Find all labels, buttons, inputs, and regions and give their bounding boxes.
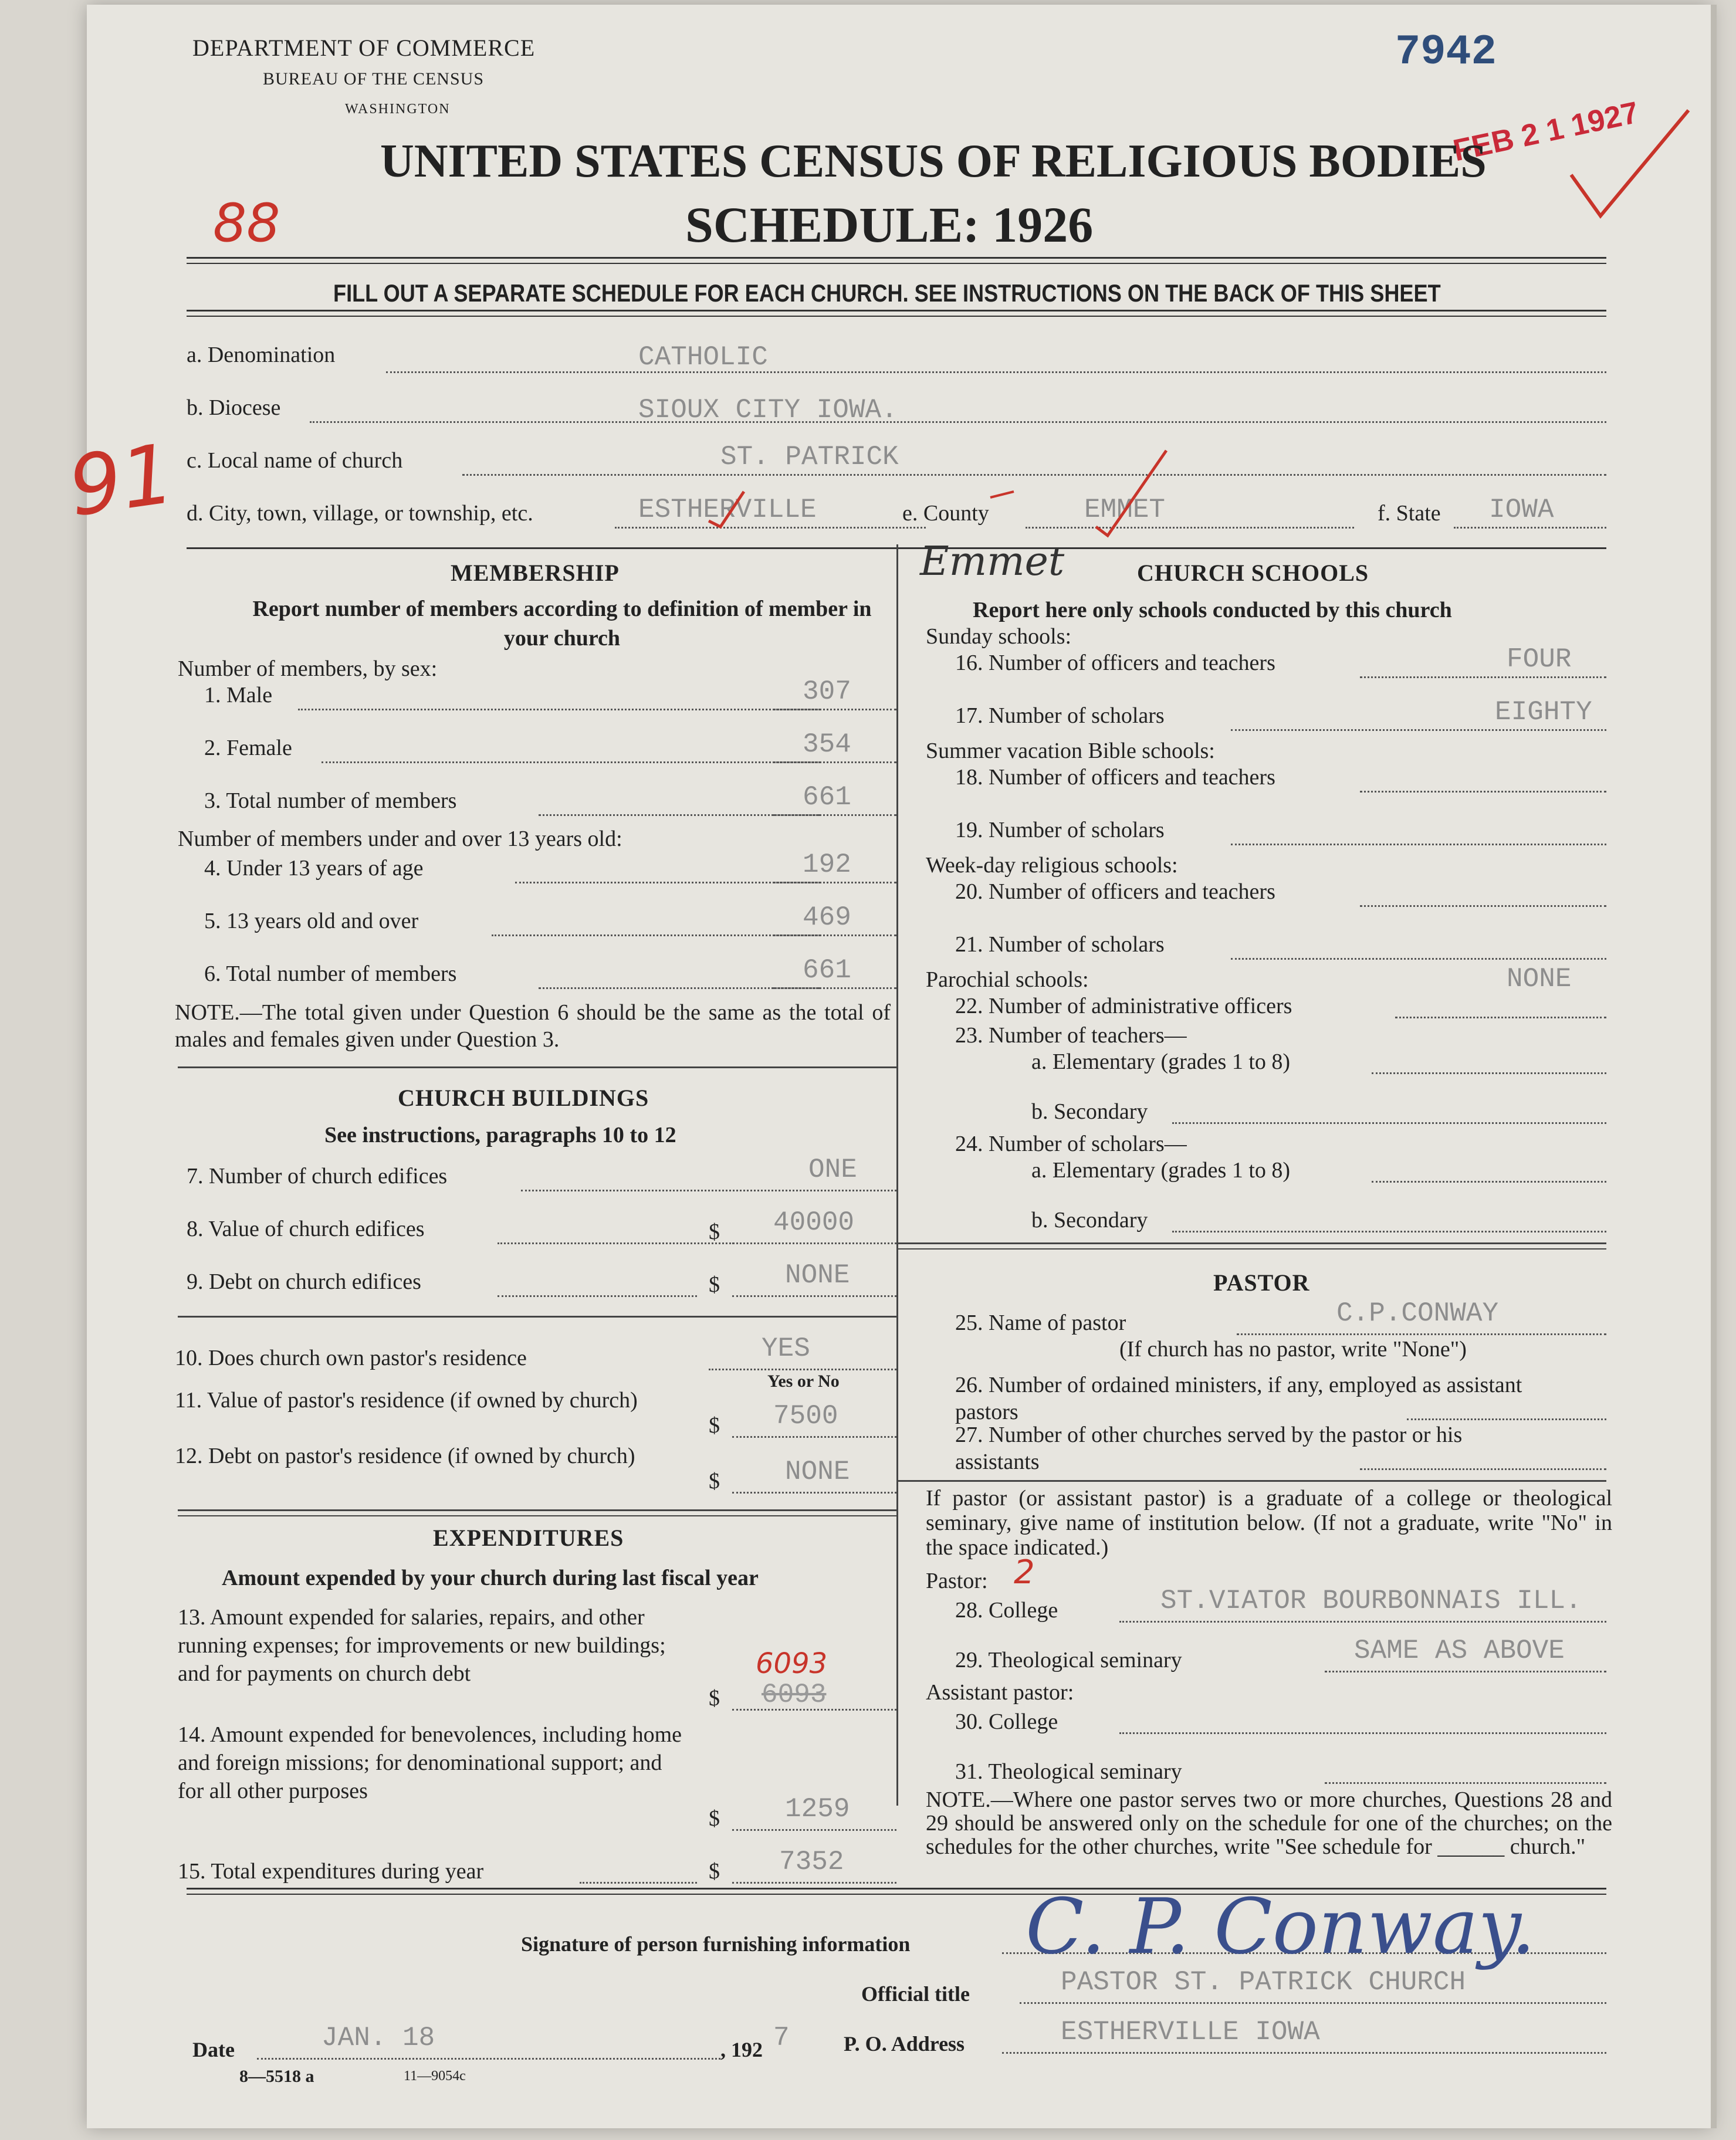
header-rule-top-2 bbox=[187, 263, 1606, 264]
q10-label: 10. Does church own pastor's residence bbox=[175, 1346, 527, 1370]
membership-note: NOTE.—The total given under Question 6 should be the same as the total of males and females given under Question 3. bbox=[175, 1000, 891, 1052]
q9-label: 9. Debt on church edifices bbox=[187, 1269, 421, 1294]
q15-value[interactable]: 7352 bbox=[779, 1847, 844, 1877]
print-number: 11—9054c bbox=[404, 2068, 466, 2084]
q18-label: 18. Number of officers and teachers bbox=[955, 765, 1275, 790]
q6-answer-line bbox=[773, 987, 896, 989]
membership-intro: Report number of members according to definition of member in your church bbox=[252, 597, 872, 651]
expenditure-rule bbox=[178, 1509, 896, 1511]
signature-label: Signature of person furnishing information bbox=[521, 1932, 911, 1956]
q15-line bbox=[580, 1882, 697, 1884]
q7-label: 7. Number of church edifices bbox=[187, 1164, 448, 1188]
city-name: WASHINGTON bbox=[345, 101, 451, 117]
date-label: Date bbox=[192, 2038, 235, 2061]
local-name-value[interactable]: ST. PATRICK bbox=[720, 442, 899, 472]
city-label: d. City, town, village, or township, etc. bbox=[187, 501, 533, 526]
q14-dollar: $ bbox=[709, 1806, 720, 1831]
q1-line bbox=[298, 709, 820, 710]
q15-label: 15. Total expenditures during year bbox=[178, 1859, 484, 1884]
q27-line bbox=[1360, 1468, 1606, 1470]
q14-value[interactable]: 1259 bbox=[785, 1794, 850, 1824]
signature[interactable]: C. P. Conway. bbox=[1026, 1882, 1535, 1971]
q30-label: 30. College bbox=[955, 1709, 1058, 1734]
membership-heading: MEMBERSHIP bbox=[451, 560, 620, 586]
q23-label: 23. Number of teachers— bbox=[955, 1023, 1187, 1048]
q13-correction: 6093 bbox=[756, 1647, 828, 1680]
q6-label: 6. Total number of members bbox=[204, 961, 457, 986]
q4-label: 4. Under 13 years of age bbox=[204, 856, 424, 881]
summer-label: Summer vacation Bible schools: bbox=[926, 739, 1215, 763]
q25-hint: (If church has no pastor, write "None") bbox=[1119, 1337, 1467, 1362]
q15-answer-line bbox=[732, 1882, 896, 1884]
department-name: DEPARTMENT OF COMMERCE bbox=[192, 35, 536, 61]
q24a-label: a. Elementary (grades 1 to 8) bbox=[1031, 1158, 1291, 1183]
q1-label: 1. Male bbox=[204, 683, 273, 707]
q21-label: 21. Number of scholars bbox=[955, 932, 1165, 957]
q24b-line bbox=[1172, 1231, 1606, 1232]
q16-line bbox=[1360, 676, 1606, 678]
membership-rule bbox=[178, 1066, 896, 1068]
q1-value[interactable]: 307 bbox=[803, 676, 851, 707]
q16-label: 16. Number of officers and teachers bbox=[955, 651, 1275, 675]
q29-label: 29. Theological seminary bbox=[955, 1648, 1182, 1672]
q9-value[interactable]: NONE bbox=[785, 1260, 850, 1291]
diocese-line bbox=[310, 421, 1606, 423]
schedule-year: SCHEDULE: 1926 bbox=[685, 197, 1094, 253]
header-rule-top bbox=[187, 257, 1606, 259]
q26-label: 26. Number of ordained ministers, if any, employed as assistant pastors bbox=[955, 1373, 1522, 1424]
buildings-heading: CHURCH BUILDINGS bbox=[398, 1085, 649, 1111]
q31-label: 31. Theological seminary bbox=[955, 1759, 1182, 1784]
grad-note: If pastor (or assistant pastor) is a graduate of a college or theological seminary, give name of institution below. (If not a graduate, write "No" in the space indicated.) bbox=[926, 1486, 1612, 1560]
state-value[interactable]: IOWA bbox=[1489, 495, 1554, 525]
q12-answer-line bbox=[732, 1492, 896, 1494]
q23a-line bbox=[1372, 1072, 1606, 1074]
pastor-mark: 2 bbox=[1014, 1553, 1035, 1592]
pastor-note: NOTE.—Where one pastor serves two or more churches, Questions 28 and 29 should be answered only on the schedule for one of the churches; on the schedules for the other churches, write "See schedule for ______ church." bbox=[926, 1787, 1612, 1859]
pastor-sub-label: Pastor: bbox=[926, 1569, 988, 1593]
q9-answer-line bbox=[732, 1295, 896, 1297]
q9-line bbox=[498, 1295, 697, 1297]
q12-label: 12. Debt on pastor's residence (if owned by church) bbox=[175, 1444, 635, 1468]
q12-dollar: $ bbox=[709, 1469, 720, 1494]
city-value[interactable]: ESTHERVILLE bbox=[638, 495, 817, 525]
expenditures-sub: Amount expended by your church during last fiscal year bbox=[222, 1566, 759, 1590]
date-line bbox=[257, 2058, 720, 2060]
q4-value[interactable]: 192 bbox=[803, 849, 851, 880]
q2-answer-line bbox=[773, 761, 896, 763]
diocese-label: b. Diocese bbox=[187, 395, 281, 420]
q16-value[interactable]: FOUR bbox=[1507, 644, 1572, 675]
official-title-value[interactable]: PASTOR ST. PATRICK CHURCH bbox=[1061, 1967, 1466, 1997]
census-schedule-sheet bbox=[63, 5, 1712, 2128]
form-number: 8—5518 a bbox=[239, 2067, 314, 2086]
q17-value[interactable]: EIGHTY bbox=[1495, 697, 1592, 727]
q19-line bbox=[1231, 844, 1606, 845]
q24-label: 24. Number of scholars— bbox=[955, 1132, 1187, 1156]
q11-label: 11. Value of pastor's residence (if owned by church) bbox=[175, 1388, 638, 1413]
q29-line bbox=[1325, 1671, 1606, 1672]
parochial-label: Parochial schools: bbox=[926, 967, 1089, 992]
official-title-label: Official title bbox=[861, 1982, 970, 2006]
q8-answer-line bbox=[732, 1242, 896, 1244]
year-prefix: , 192 bbox=[720, 2038, 763, 2061]
q20-line bbox=[1360, 905, 1606, 907]
q13-value[interactable]: 6093 bbox=[762, 1680, 827, 1710]
bureau-name: BUREAU OF THE CENSUS bbox=[263, 69, 484, 89]
q22-label: 22. Number of administrative officers bbox=[955, 994, 1292, 1018]
q27-label: 27. Number of other churches served by the pastor or his assistants bbox=[955, 1423, 1463, 1474]
handwritten-margin-note: 91 bbox=[63, 426, 180, 536]
q5-answer-line bbox=[773, 934, 896, 936]
diocese-value[interactable]: SIOUX CITY IOWA. bbox=[638, 395, 898, 425]
county-handwritten: Emmet bbox=[920, 539, 1065, 585]
q22-value[interactable]: NONE bbox=[1507, 964, 1572, 994]
state-line bbox=[1454, 527, 1606, 529]
q8-dollar: $ bbox=[709, 1220, 720, 1244]
q25-value[interactable]: C.P.CONWAY bbox=[1336, 1298, 1499, 1329]
assistant-label: Assistant pastor: bbox=[926, 1680, 1074, 1705]
q11-value[interactable]: 7500 bbox=[773, 1401, 838, 1431]
denomination-value[interactable]: CATHOLIC bbox=[638, 342, 768, 373]
q11-dollar: $ bbox=[709, 1413, 720, 1438]
q28-value[interactable]: ST.VIATOR BOURBONNAIS ILL. bbox=[1160, 1586, 1582, 1616]
address-line bbox=[1002, 2052, 1606, 2054]
q14-answer-line bbox=[732, 1829, 896, 1831]
pastor-rule bbox=[896, 1480, 1606, 1482]
q5-label: 5. 13 years old and over bbox=[204, 909, 419, 933]
q28-line bbox=[1119, 1621, 1606, 1623]
q23b-label: b. Secondary bbox=[1031, 1099, 1148, 1124]
state-label: f. State bbox=[1378, 501, 1441, 526]
q17-line bbox=[1231, 729, 1606, 731]
q6-value[interactable]: 661 bbox=[803, 955, 851, 986]
schools-rule-2 bbox=[896, 1248, 1606, 1250]
q5-line bbox=[492, 934, 820, 936]
schools-heading: CHURCH SCHOOLS bbox=[1137, 560, 1369, 586]
q2-value[interactable]: 354 bbox=[803, 729, 851, 760]
column-divider bbox=[896, 544, 898, 1806]
q20-label: 20. Number of officers and teachers bbox=[955, 879, 1275, 904]
q18-line bbox=[1360, 791, 1606, 793]
q21-line bbox=[1231, 958, 1606, 960]
q22-line bbox=[1395, 1017, 1606, 1018]
q14-label: 14. Amount expended for benevolences, including home and foreign missions; for denominational support; and for all other purposes bbox=[178, 1722, 682, 1803]
q17-label: 17. Number of scholars bbox=[955, 703, 1165, 728]
date-value[interactable]: JAN. 18 bbox=[322, 2023, 435, 2053]
by-sex-label: Number of members, by sex: bbox=[178, 656, 438, 681]
county-value[interactable]: EMMET bbox=[1084, 495, 1166, 525]
handwritten-code: 88 bbox=[213, 192, 280, 254]
q23a-label: a. Elementary (grades 1 to 8) bbox=[1031, 1049, 1291, 1074]
q5-value[interactable]: 469 bbox=[803, 902, 851, 933]
address-label: P. O. Address bbox=[844, 2032, 965, 2056]
q11-answer-line bbox=[732, 1436, 896, 1438]
schools-rule bbox=[896, 1242, 1606, 1244]
q10-line bbox=[709, 1369, 896, 1370]
q7-value[interactable]: ONE bbox=[808, 1154, 857, 1185]
q23b-line bbox=[1172, 1122, 1606, 1124]
weekday-label: Week-day religious schools: bbox=[926, 853, 1178, 878]
header-rule-bottom-2 bbox=[187, 316, 1606, 317]
q10-value[interactable]: YES bbox=[762, 1333, 810, 1364]
check-mark-icon bbox=[1565, 104, 1694, 228]
check-marks-icon bbox=[709, 439, 1237, 533]
q29-value[interactable]: SAME AS ABOVE bbox=[1354, 1636, 1565, 1666]
form-title: UNITED STATES CENSUS OF RELIGIOUS BODIES bbox=[380, 136, 1487, 187]
q8-label: 8. Value of church edifices bbox=[187, 1217, 425, 1241]
q2-label: 2. Female bbox=[204, 736, 292, 760]
serial-number: 7942 bbox=[1395, 28, 1497, 76]
received-date-stamp: FEB 2 1 1927 bbox=[1450, 95, 1642, 168]
q28-label: 28. College bbox=[955, 1598, 1058, 1623]
county-label: e. County bbox=[902, 501, 989, 526]
q9-dollar: $ bbox=[709, 1272, 720, 1297]
address-value[interactable]: ESTHERVILLE IOWA bbox=[1061, 2017, 1320, 2047]
q3-label: 3. Total number of members bbox=[204, 788, 457, 813]
q13-dollar: $ bbox=[709, 1686, 720, 1711]
q2-line bbox=[322, 761, 820, 763]
pastor-heading: PASTOR bbox=[1213, 1269, 1310, 1296]
form-subtitle: FILL OUT A SEPARATE SCHEDULE FOR EACH CHURCH. SEE INSTRUCTIONS ON THE BACK OF THIS SHEET bbox=[333, 279, 1441, 307]
q13-label: 13. Amount expended for salaries, repairs, and other running expenses; for improvements or new buildings; and for payments on church debt bbox=[178, 1605, 666, 1686]
q1-answer-line bbox=[773, 709, 896, 710]
q12-value[interactable]: NONE bbox=[785, 1457, 850, 1487]
q7-line bbox=[521, 1190, 896, 1191]
q26-line bbox=[1407, 1418, 1606, 1420]
q15-dollar: $ bbox=[709, 1859, 720, 1884]
q24b-label: b. Secondary bbox=[1031, 1208, 1148, 1232]
official-title-line bbox=[1020, 2002, 1606, 2004]
q30-line bbox=[1119, 1732, 1606, 1734]
expenditures-heading: EXPENDITURES bbox=[433, 1525, 624, 1551]
q24a-line bbox=[1372, 1181, 1606, 1183]
buildings-rule bbox=[178, 1316, 896, 1318]
q31-line bbox=[1325, 1782, 1606, 1784]
denomination-label: a. Denomination bbox=[187, 343, 336, 367]
q3-answer-line bbox=[773, 814, 896, 816]
expenditure-rule-2 bbox=[178, 1515, 896, 1516]
q10-hint: Yes or No bbox=[767, 1372, 840, 1391]
q25-label: 25. Name of pastor bbox=[955, 1311, 1126, 1335]
header-rule-bottom bbox=[187, 310, 1606, 311]
schools-intro: Report here only schools conducted by this church bbox=[973, 598, 1452, 622]
sunday-label: Sunday schools: bbox=[926, 624, 1072, 649]
q19-label: 19. Number of scholars bbox=[955, 818, 1165, 842]
year-suffix[interactable]: 7 bbox=[773, 2023, 790, 2053]
denomination-line bbox=[386, 371, 1606, 373]
buildings-sub: See instructions, paragraphs 10 to 12 bbox=[324, 1123, 676, 1147]
q25-line bbox=[1237, 1333, 1606, 1335]
q3-value[interactable]: 661 bbox=[803, 782, 851, 812]
local-name-label: c. Local name of church bbox=[187, 448, 403, 473]
q8-value[interactable]: 40000 bbox=[773, 1207, 855, 1238]
by-age-label: Number of members under and over 13 years old: bbox=[178, 827, 622, 851]
q4-answer-line bbox=[773, 882, 896, 883]
